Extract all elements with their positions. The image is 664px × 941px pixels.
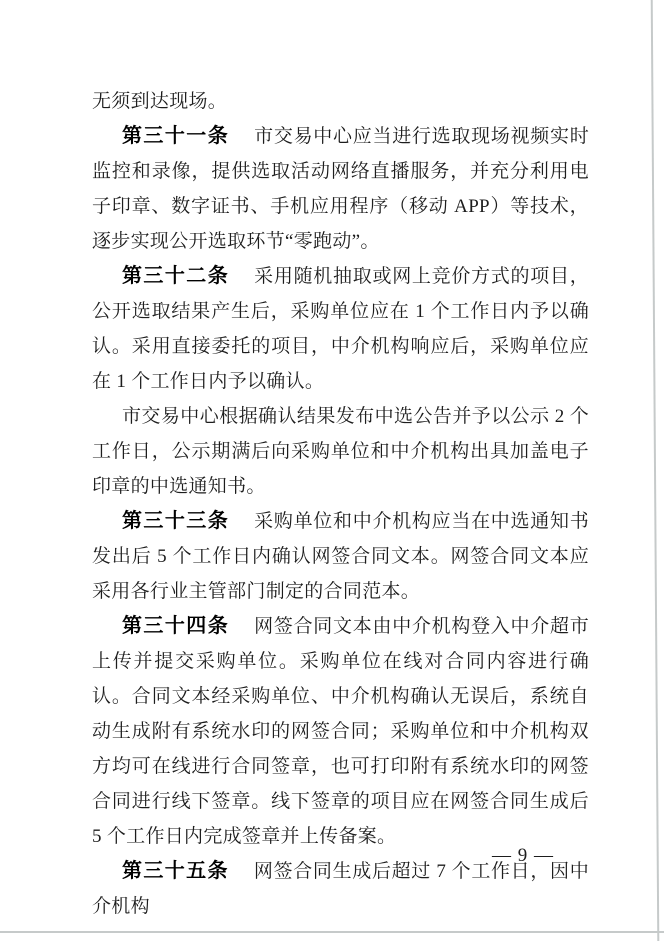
paragraph-text: 无须到达现场。: [92, 91, 228, 112]
article-number: 第三十二条: [122, 265, 230, 287]
scan-edge-bottom: [0, 931, 664, 933]
article-number: 第三十三条: [122, 510, 230, 532]
scan-edge-right: [651, 0, 660, 941]
article-paragraph: [92, 259, 589, 399]
paragraph-text: 网签合同文本由中介机构登入中介超市上传并提交采购单位。采购单位在线对合同内容进行确认。合同文本经采购单位、中介机构确认无误后，系统自动生成附有系统水印的网签合同；采购单位和中介机构双方均可在线进行合同签章，也可打印附有系统水印的网签合同进行线下签章。线下签章的项目应在网签合同生成后 5 个工作日内完成签章并上传备案。: [92, 616, 589, 847]
paragraph-text: 采购单位和中介机构应当在中选通知书发出后 5 个工作日内确认网签合同文本。网签合同文本应采用各行业主管部门制定的合同范本。: [92, 511, 589, 602]
paragraph-text: 市交易中心根据确认结果发布中选公告并予以公示 2 个工作日，公示期满后向采购单位和中介机构出具加盖电子印章的中选通知书。: [92, 406, 589, 497]
article-number: 第三十四条: [122, 615, 230, 637]
paragraph-text: 市交易中心应当进行选取现场视频实时监控和录像，提供选取活动网络直播服务，并充分利用电子印章、数字证书、手机应用程序（移动 APP）等技术，逐步实现公开选取环节“零跑动”。: [92, 126, 589, 252]
article-paragraph: [92, 119, 589, 259]
article-number: 第三十五条: [122, 860, 229, 882]
paragraph: [92, 84, 589, 119]
paragraph-text: 采用随机抽取或网上竞价方式的项目，公开选取结果产生后，采购单位应在 1 个工作日内予以确认。采用直接委托的项目，中介机构响应后，采购单位应在 1 个工作日内予以确认。: [92, 266, 589, 392]
article-number: 第三十一条: [122, 125, 230, 147]
article-paragraph: [92, 609, 589, 854]
paragraph-text: 网签合同生成后超过 7 个工作日，因中介机构: [92, 861, 590, 917]
document-body: [92, 84, 589, 924]
page-number: — 9 —: [492, 845, 554, 866]
paragraph: [92, 399, 589, 504]
article-paragraph: [92, 504, 589, 609]
